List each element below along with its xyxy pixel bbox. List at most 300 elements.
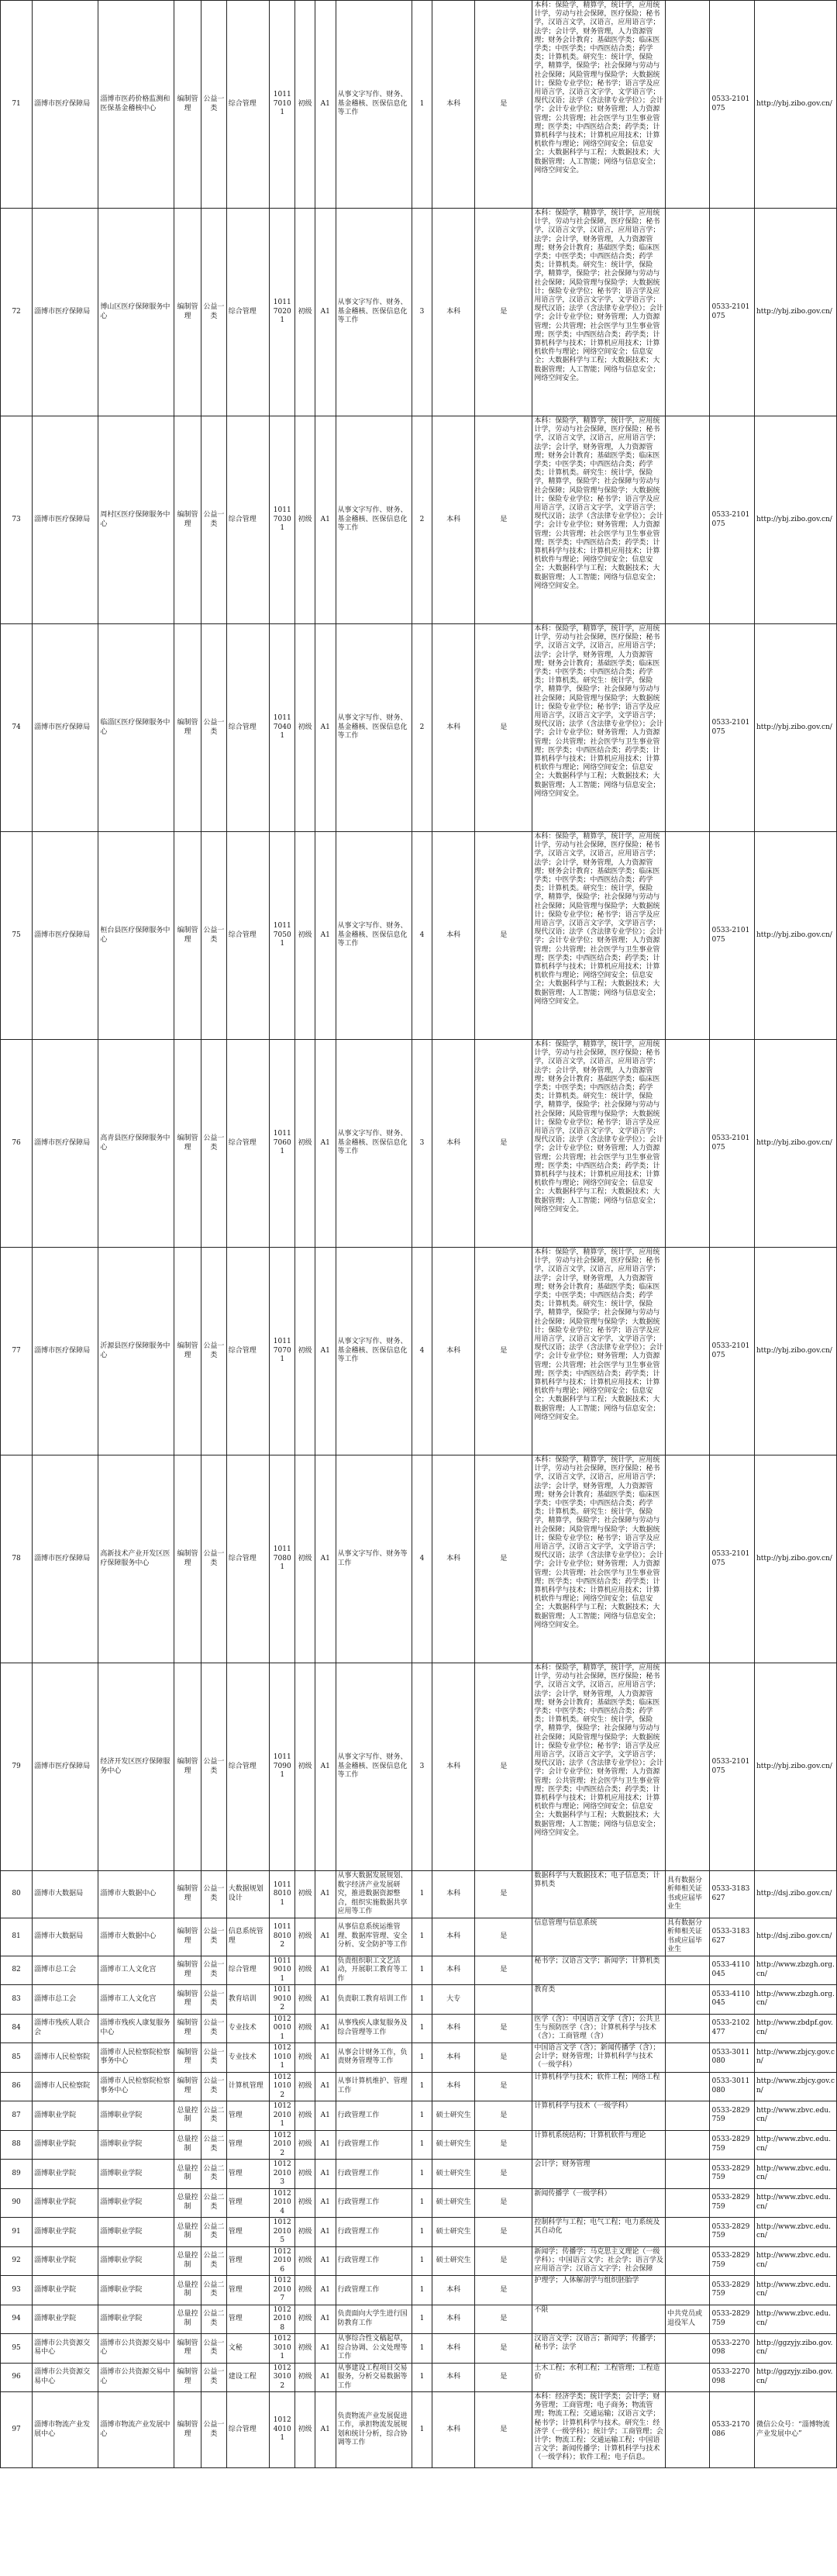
- post-name-cell: 管理: [226, 2246, 269, 2276]
- hire-count-cell: 1: [412, 2305, 432, 2334]
- other-conditions-cell: [665, 2188, 710, 2218]
- degree-required-cell: 是: [475, 2305, 532, 2334]
- contact-phone-cell: 0533-2829759: [710, 2130, 755, 2160]
- post-level-cell: 初级: [295, 2334, 315, 2364]
- website-cell: http://www.zbjcy.gov.cn/: [755, 2043, 837, 2073]
- post-code-cell: 101180102: [270, 1918, 295, 1956]
- post-code-cell: 101220103: [270, 2160, 295, 2189]
- post-level-cell: 初级: [295, 2014, 315, 2043]
- unit-type-cell: 公益二类: [201, 2188, 226, 2218]
- post-name-cell: 管理: [226, 2305, 269, 2334]
- degree-required-cell: 是: [475, 1918, 532, 1956]
- table-row: [1, 416, 837, 624]
- unit-type-cell: 公益一类: [201, 1, 226, 209]
- contact-phone-cell: 0533-4110045: [710, 1985, 755, 2015]
- post-code-cell: 101170601: [270, 1040, 295, 1248]
- post-name-cell: 管理: [226, 2218, 269, 2247]
- other-conditions-cell: [665, 1040, 710, 1248]
- post-duties-cell: 负责职工教育培训工作: [336, 1985, 412, 2015]
- hire-count-cell: 1: [412, 1, 432, 209]
- hire-count-cell: 3: [412, 1663, 432, 1871]
- exam-category-cell: A1: [315, 2363, 336, 2392]
- post-duties-cell: 从事会计财务工作，负责财务管理等工作: [336, 2043, 412, 2073]
- exam-category-cell: A1: [315, 416, 336, 624]
- employer-unit-cell: 淄博职业学院: [98, 2218, 174, 2247]
- employer-unit-cell: 淄博市大数据中心: [98, 1918, 174, 1956]
- major-requirements-cell: 本科：经济学类；统计学类；会计学；财务管理；工商管理；电子商务；物流管理；物流工程；交通运输；汉语言文学；秘书学；计算机科学与技术。研究生：经济学（一级学科）；统计学；工商管理；会计学；物流工程；交通运输工程；中国语言文学；新闻传播学；计算机科学与技术（一级学科）；软件工程；电子信息。: [532, 2392, 666, 2468]
- major-requirements-cell: 新闻传播学（一级学科）: [532, 2188, 666, 2218]
- department-cell: 淄博职业学院: [33, 2276, 98, 2305]
- education-cell: 本科: [432, 1, 474, 209]
- unit-type-cell: 公益一类: [201, 2014, 226, 2043]
- unit-type-cell: 公益一类: [201, 624, 226, 832]
- post-level-cell: 初级: [295, 1040, 315, 1248]
- unit-type-cell: 公益一类: [201, 209, 226, 416]
- row-number-cell: 83: [1, 1985, 33, 2015]
- hire-count-cell: 1: [412, 2072, 432, 2101]
- post-duties-cell: 从事计算机维护、管理工作: [336, 2072, 412, 2101]
- table-row: [1, 1248, 837, 1455]
- unit-type-cell: 公益一类: [201, 1956, 226, 1985]
- post-code-cell: 101200101: [270, 2014, 295, 2043]
- education-cell: 本科: [432, 1040, 474, 1248]
- employer-unit-cell: 淄博职业学院: [98, 2130, 174, 2160]
- table-row: [1, 1663, 837, 1871]
- degree-required-cell: 是: [475, 2101, 532, 2131]
- staffing-type-cell: 编制管理: [174, 2014, 201, 2043]
- table-row: [1, 1455, 837, 1663]
- unit-type-cell: 公益一类: [201, 1040, 226, 1248]
- post-level-cell: 初级: [295, 624, 315, 832]
- education-cell: 硕士研究生: [432, 2160, 474, 2189]
- table-row: [1, 2072, 837, 2101]
- table-row: [1, 2218, 837, 2247]
- contact-phone-cell: 0533-2829759: [710, 2101, 755, 2131]
- major-requirements-cell: 不限: [532, 2305, 666, 2334]
- other-conditions-cell: [665, 2101, 710, 2131]
- post-level-cell: 初级: [295, 2188, 315, 2218]
- post-duties-cell: 负责物流产业发展促进工作，承担物流发展规划和统计分析，综合协调等工作: [336, 2392, 412, 2468]
- education-cell: 硕士研究生: [432, 2101, 474, 2131]
- post-duties-cell: 行政管理工作: [336, 2218, 412, 2247]
- exam-category-cell: A1: [315, 1985, 336, 2015]
- staffing-type-cell: 编制管理: [174, 624, 201, 832]
- unit-type-cell: 公益二类: [201, 2246, 226, 2276]
- education-cell: 硕士研究生: [432, 2130, 474, 2160]
- other-conditions-cell: [665, 1985, 710, 2015]
- row-number-cell: 81: [1, 1918, 33, 1956]
- degree-required-cell: 是: [475, 2363, 532, 2392]
- staffing-type-cell: 编制管理: [174, 1918, 201, 1956]
- table-row: [1, 1918, 837, 1956]
- website-cell: http://ggzyjy.zibo.gov.cn/: [755, 2334, 837, 2364]
- contact-phone-cell: 0533-2101075: [710, 832, 755, 1040]
- department-cell: 淄博市医疗保障局: [33, 624, 98, 832]
- education-cell: 本科: [432, 2072, 474, 2101]
- website-cell: http://www.zbdpf.gov.cn/: [755, 2014, 837, 2043]
- exam-category-cell: A1: [315, 1040, 336, 1248]
- major-requirements-cell: 信息管理与信息系统: [532, 1918, 666, 1956]
- hire-count-cell: 1: [412, 1985, 432, 2015]
- contact-phone-cell: 0533-2270098: [710, 2334, 755, 2364]
- contact-phone-cell: 0533-2270098: [710, 2363, 755, 2392]
- post-code-cell: 101220107: [270, 2276, 295, 2305]
- table-row: [1, 2276, 837, 2305]
- department-cell: 淄博市医疗保障局: [33, 832, 98, 1040]
- degree-required-cell: 是: [475, 2130, 532, 2160]
- post-code-cell: 101220102: [270, 2130, 295, 2160]
- degree-required-cell: 是: [475, 1455, 532, 1663]
- other-conditions-cell: 具有数据分析师相关证书或应届毕业生: [665, 1871, 710, 1918]
- education-cell: 本科: [432, 1956, 474, 1985]
- contact-phone-cell: 0533-2101075: [710, 1040, 755, 1248]
- education-cell: 本科: [432, 2305, 474, 2334]
- contact-phone-cell: 0533-2101075: [710, 1, 755, 209]
- website-cell: http://ybj.zibo.gov.cn/: [755, 1663, 837, 1871]
- exam-category-cell: A1: [315, 2392, 336, 2468]
- contact-phone-cell: 0533-4110045: [710, 1956, 755, 1985]
- post-name-cell: 大数据规划设计: [226, 1871, 269, 1918]
- website-cell: http://ybj.zibo.gov.cn/: [755, 1040, 837, 1248]
- exam-category-cell: A1: [315, 2160, 336, 2189]
- post-name-cell: 专业技术: [226, 2014, 269, 2043]
- employer-unit-cell: 淄博职业学院: [98, 2276, 174, 2305]
- department-cell: 淄博市医疗保障局: [33, 416, 98, 624]
- table-row: [1, 2363, 837, 2392]
- post-name-cell: 管理: [226, 2130, 269, 2160]
- post-name-cell: 管理: [226, 2101, 269, 2131]
- hire-count-cell: 1: [412, 1871, 432, 1918]
- contact-phone-cell: 0533-2101075: [710, 1663, 755, 1871]
- row-number-cell: 88: [1, 2130, 33, 2160]
- post-level-cell: 初级: [295, 2043, 315, 2073]
- hire-count-cell: 1: [412, 2160, 432, 2189]
- row-number-cell: 79: [1, 1663, 33, 1871]
- major-requirements-cell: 本科：保险学，精算学，统计学，应用统计学，劳动与社会保障，医疗保险；秘书学，汉语言文学，汉语言，应用语言学；法学；会计学，财务管理，人力资源管理；财务会计教育；基础医学类；临床医学类；中医学类；中西医结合类；药学类；计算机类。研究生：统计学，保险学，精算学，保险学；社会保障与劳动与社会保障；风险管理与保险学；大数据统计；保险专业学位；秘书学；语言学及应用语言学，汉语言文字学，文学语言学；现代汉语；法学（含法律专业学位）；会计学；会计专业学位；财务管理；人力资源管理；公共管理；社会医学与卫生事业管理；医学类；中西医结合类；药学类；计算机科学与技术；计算机应用技术；计算机软件与理论；网络空间安全；信息安全；大数据科学与工程；大数据技术；大数据管理；人工智能；网络与信息安全；网络空间安全。: [532, 1455, 666, 1663]
- employer-unit-cell: 淄博市公共资源交易中心: [98, 2334, 174, 2364]
- employer-unit-cell: 淄博市大数据中心: [98, 1871, 174, 1918]
- post-level-cell: 初级: [295, 2276, 315, 2305]
- contact-phone-cell: 0533-3183627: [710, 1918, 755, 1956]
- website-cell: http://www.zbvc.edu.cn/: [755, 2305, 837, 2334]
- post-name-cell: 教育培训: [226, 1985, 269, 2015]
- exam-category-cell: A1: [315, 2218, 336, 2247]
- post-duties-cell: 从事文字写作、财务、基金稽核、医保信息化等工作: [336, 1663, 412, 1871]
- employer-unit-cell: 高青县医疗保障服务中心: [98, 1040, 174, 1248]
- post-name-cell: 综合管理: [226, 624, 269, 832]
- post-name-cell: 综合管理: [226, 1040, 269, 1248]
- post-code-cell: 101170401: [270, 624, 295, 832]
- hire-count-cell: 1: [412, 2276, 432, 2305]
- row-number-cell: 73: [1, 416, 33, 624]
- major-requirements-cell: 本科：保险学，精算学，统计学，应用统计学，劳动与社会保障，医疗保险；秘书学，汉语言文学，汉语言，应用语言学；法学；会计学，财务管理，人力资源管理；财务会计教育；基础医学类；临床医学类；中医学类；中西医结合类；药学类；计算机类。研究生：统计学，保险学，精算学，保险学；社会保障与劳动与社会保障；风险管理与保险学；大数据统计；保险专业学位；秘书学；语言学及应用语言学，汉语言文字学，文学语言学；现代汉语；法学（含法律专业学位）；会计学；会计专业学位；财务管理；人力资源管理；公共管理；社会医学与卫生事业管理；医学类；中西医结合类；药学类；计算机科学与技术；计算机应用技术；计算机软件与理论；网络空间安全；信息安全；大数据科学与工程；大数据技术；大数据管理；人工智能；网络与信息安全；网络空间安全。: [532, 1663, 666, 1871]
- department-cell: 淄博市大数据局: [33, 1871, 98, 1918]
- major-requirements-cell: 土木工程；水利工程；工程管理；工程造价: [532, 2363, 666, 2392]
- unit-type-cell: 公益二类: [201, 2160, 226, 2189]
- employer-unit-cell: 博山区医疗保障服务中心: [98, 209, 174, 416]
- post-level-cell: 初级: [295, 1985, 315, 2015]
- degree-required-cell: 是: [475, 1663, 532, 1871]
- other-conditions-cell: [665, 1663, 710, 1871]
- row-number-cell: 92: [1, 2246, 33, 2276]
- exam-category-cell: A1: [315, 2305, 336, 2334]
- hire-count-cell: 1: [412, 2130, 432, 2160]
- major-requirements-cell: 控制科学与工程；电气工程；电力系统及其自动化: [532, 2218, 666, 2247]
- post-duties-cell: 从事文字写作、财务、基金稽核、医保信息化等工作: [336, 1040, 412, 1248]
- contact-phone-cell: 0533-2101075: [710, 624, 755, 832]
- staffing-type-cell: 编制管理: [174, 2072, 201, 2101]
- staffing-type-cell: 总量控制: [174, 2218, 201, 2247]
- degree-required-cell: 是: [475, 2043, 532, 2073]
- website-cell: http://www.zbvc.edu.cn/: [755, 2160, 837, 2189]
- post-code-cell: 101190102: [270, 1985, 295, 2015]
- contact-phone-cell: 0533-2101075: [710, 1455, 755, 1663]
- post-code-cell: 101230101: [270, 2334, 295, 2364]
- staffing-type-cell: 总量控制: [174, 2276, 201, 2305]
- department-cell: 淄博市医疗保障局: [33, 1455, 98, 1663]
- row-number-cell: 80: [1, 1871, 33, 1918]
- hire-count-cell: 1: [412, 2392, 432, 2468]
- employer-unit-cell: 周村区医疗保障服务中心: [98, 416, 174, 624]
- staffing-type-cell: 总量控制: [174, 2160, 201, 2189]
- department-cell: 淄博职业学院: [33, 2246, 98, 2276]
- post-code-cell: 101180101: [270, 1871, 295, 1918]
- row-number-cell: 95: [1, 2334, 33, 2364]
- major-requirements-cell: 本科：保险学，精算学，统计学，应用统计学，劳动与社会保障，医疗保险；秘书学，汉语言文学，汉语言，应用语言学；法学；会计学，财务管理，人力资源管理；财务会计教育；基础医学类；临床医学类；中医学类；中西医结合类；药学类；计算机类。研究生：统计学，保险学，精算学，保险学；社会保障与劳动与社会保障；风险管理与保险学；大数据统计；保险专业学位；秘书学；语言学及应用语言学，汉语言文字学，文学语言学；现代汉语；法学（含法律专业学位）；会计学；会计专业学位；财务管理；人力资源管理；公共管理；社会医学与卫生事业管理；医学类；中西医结合类；药学类；计算机科学与技术；计算机应用技术；计算机软件与理论；网络空间安全；信息安全；大数据科学与工程；大数据技术；大数据管理；人工智能；网络与信息安全；网络空间安全。: [532, 1, 666, 209]
- unit-type-cell: 公益二类: [201, 2101, 226, 2131]
- post-level-cell: 初级: [295, 2218, 315, 2247]
- post-level-cell: 初级: [295, 2392, 315, 2468]
- table-row: [1, 1040, 837, 1248]
- staffing-type-cell: 编制管理: [174, 1871, 201, 1918]
- major-requirements-cell: 本科：保险学，精算学，统计学，应用统计学，劳动与社会保障，医疗保险；秘书学，汉语言文学，汉语言，应用语言学；法学；会计学，财务管理，人力资源管理；财务会计教育；基础医学类；临床医学类；中医学类；中西医结合类；药学类；计算机类。研究生：统计学，保险学，精算学，保险学；社会保障与劳动与社会保障；风险管理与保险学；大数据统计；保险专业学位；秘书学；语言学及应用语言学，汉语言文字学，文学语言学；现代汉语；法学（含法律专业学位）；会计学；会计专业学位；财务管理；人力资源管理；公共管理；社会医学与卫生事业管理；医学类；中西医结合类；药学类；计算机科学与技术；计算机应用技术；计算机软件与理论；网络空间安全；信息安全；大数据科学与工程；大数据技术；大数据管理；人工智能；网络与信息安全；网络空间安全。: [532, 624, 666, 832]
- table-row: [1, 2160, 837, 2189]
- other-conditions-cell: [665, 2363, 710, 2392]
- post-level-cell: 初级: [295, 1663, 315, 1871]
- hire-count-cell: 2: [412, 624, 432, 832]
- education-cell: 本科: [432, 209, 474, 416]
- staffing-type-cell: 编制管理: [174, 2392, 201, 2468]
- other-conditions-cell: [665, 2218, 710, 2247]
- website-cell: http://dsj.zibo.gov.cn/: [755, 1871, 837, 1918]
- table-row: [1, 2334, 837, 2364]
- employer-unit-cell: 淄博职业学院: [98, 2246, 174, 2276]
- degree-required-cell: 是: [475, 2276, 532, 2305]
- website-cell: http://www.zbzgh.org.cn/: [755, 1985, 837, 2015]
- post-code-cell: 101190101: [270, 1956, 295, 1985]
- education-cell: 本科: [432, 2334, 474, 2364]
- exam-category-cell: A1: [315, 832, 336, 1040]
- unit-type-cell: 公益一类: [201, 1985, 226, 2015]
- degree-required-cell: 是: [475, 832, 532, 1040]
- post-duties-cell: 从事文字写作、财务等工作: [336, 1455, 412, 1663]
- post-duties-cell: 行政管理工作: [336, 2276, 412, 2305]
- department-cell: 淄博市总工会: [33, 1956, 98, 1985]
- exam-category-cell: A1: [315, 1248, 336, 1455]
- unit-type-cell: 公益二类: [201, 2130, 226, 2160]
- post-level-cell: 初级: [295, 2101, 315, 2131]
- hire-count-cell: 2: [412, 416, 432, 624]
- education-cell: 本科: [432, 2363, 474, 2392]
- table-row: [1, 832, 837, 1040]
- staffing-type-cell: 编制管理: [174, 1956, 201, 1985]
- post-duties-cell: 从事文字写作、财务、基金稽核、医保信息化等工作: [336, 1, 412, 209]
- staffing-type-cell: 编制管理: [174, 1, 201, 209]
- degree-required-cell: 是: [475, 416, 532, 624]
- website-cell: http://ybj.zibo.gov.cn/: [755, 1, 837, 209]
- department-cell: 淄博职业学院: [33, 2305, 98, 2334]
- post-name-cell: 综合管理: [226, 1455, 269, 1663]
- education-cell: 本科: [432, 2014, 474, 2043]
- major-requirements-cell: 医学（含）：中国语言文学（含）；公共卫生与预防医学（含）；计算机科学与技术（含）；工商管理（含）: [532, 2014, 666, 2043]
- unit-type-cell: 公益一类: [201, 2334, 226, 2364]
- post-duties-cell: 行政管理工作: [336, 2246, 412, 2276]
- major-requirements-cell: 新闻学；传播学；马克思主义理论（一级学科）；中国语言文学；社会学；语言学及应用语言学；汉语言文字学；社会保障: [532, 2246, 666, 2276]
- hire-count-cell: 3: [412, 209, 432, 416]
- other-conditions-cell: [665, 1956, 710, 1985]
- post-name-cell: 管理: [226, 2188, 269, 2218]
- other-conditions-cell: [665, 2334, 710, 2364]
- degree-required-cell: [475, 1985, 532, 2015]
- post-level-cell: 初级: [295, 2130, 315, 2160]
- post-level-cell: 初级: [295, 1871, 315, 1918]
- post-code-cell: 101220106: [270, 2246, 295, 2276]
- major-requirements-cell: 计算机科学与技术；软件工程；网络工程: [532, 2072, 666, 2101]
- post-duties-cell: 从事文字写作、财务、基金稽核、医保信息化等工作: [336, 416, 412, 624]
- exam-category-cell: A1: [315, 1663, 336, 1871]
- post-duties-cell: 从事文字写作、财务、基金稽核、医保信息化等工作: [336, 624, 412, 832]
- contact-phone-cell: 0533-2829759: [710, 2188, 755, 2218]
- unit-type-cell: 公益二类: [201, 2305, 226, 2334]
- major-requirements-cell: 汉语言文学；汉语言；新闻学；传播学；秘书学；法学: [532, 2334, 666, 2364]
- other-conditions-cell: [665, 416, 710, 624]
- post-code-cell: 101170501: [270, 832, 295, 1040]
- post-level-cell: 初级: [295, 1248, 315, 1455]
- exam-category-cell: A1: [315, 624, 336, 832]
- employer-unit-cell: 淄博市残疾人康复服务中心: [98, 2014, 174, 2043]
- post-duties-cell: 行政管理工作: [336, 2101, 412, 2131]
- post-duties-cell: 行政管理工作: [336, 2188, 412, 2218]
- post-duties-cell: 从事文字写作、财务、基金稽核、医保信息化等工作: [336, 832, 412, 1040]
- post-name-cell: 专业技术: [226, 2043, 269, 2073]
- employer-unit-cell: 临淄区医疗保障服务中心: [98, 624, 174, 832]
- hire-count-cell: 1: [412, 2363, 432, 2392]
- post-duties-cell: 从事大数据发展规划、数字经济产业发展研究，推进数据资源整合，组织实施数据共享应用等工作: [336, 1871, 412, 1918]
- staffing-type-cell: 编制管理: [174, 416, 201, 624]
- staffing-type-cell: 编制管理: [174, 2334, 201, 2364]
- exam-category-cell: A1: [315, 2101, 336, 2131]
- row-number-cell: 72: [1, 209, 33, 416]
- table-row: [1, 2043, 837, 2073]
- contact-phone-cell: 0533-3011080: [710, 2072, 755, 2101]
- exam-category-cell: A1: [315, 209, 336, 416]
- department-cell: 淄博市医疗保障局: [33, 1040, 98, 1248]
- hire-count-cell: 4: [412, 1248, 432, 1455]
- row-number-cell: 89: [1, 2160, 33, 2189]
- staffing-type-cell: 编制管理: [174, 1248, 201, 1455]
- degree-required-cell: 是: [475, 1956, 532, 1985]
- website-cell: http://ggzyjy.zibo.gov.cn/: [755, 2363, 837, 2392]
- department-cell: 淄博市总工会: [33, 1985, 98, 2015]
- table-row: [1, 1, 837, 209]
- unit-type-cell: 公益一类: [201, 1871, 226, 1918]
- unit-type-cell: 公益一类: [201, 2363, 226, 2392]
- major-requirements-cell: 计算机系统结构；计算机软件与理论: [532, 2130, 666, 2160]
- other-conditions-cell: [665, 2392, 710, 2468]
- row-number-cell: 76: [1, 1040, 33, 1248]
- exam-category-cell: A1: [315, 1956, 336, 1985]
- website-cell: http://ybj.zibo.gov.cn/: [755, 1248, 837, 1455]
- post-name-cell: 管理: [226, 2160, 269, 2189]
- contact-phone-cell: 0533-2829759: [710, 2276, 755, 2305]
- table-row: [1, 624, 837, 832]
- education-cell: 硕士研究生: [432, 2188, 474, 2218]
- education-cell: 硕士研究生: [432, 2246, 474, 2276]
- contact-phone-cell: 0533-2829759: [710, 2305, 755, 2334]
- post-duties-cell: 行政管理工作: [336, 2160, 412, 2189]
- department-cell: 淄博职业学院: [33, 2188, 98, 2218]
- major-requirements-cell: 本科：保险学，精算学，统计学，应用统计学，劳动与社会保障，医疗保险；秘书学，汉语言文学，汉语言，应用语言学；法学；会计学，财务管理，人力资源管理；财务会计教育；基础医学类；临床医学类；中医学类；中西医结合类；药学类；计算机类。研究生：统计学，保险学，精算学，保险学；社会保障与劳动与社会保障；风险管理与保险学；大数据统计；保险专业学位；秘书学；语言学及应用语言学，汉语言文字学，文学语言学；现代汉语；法学（含法律专业学位）；会计学；会计专业学位；财务管理；人力资源管理；公共管理；社会医学与卫生事业管理；医学类；中西医结合类；药学类；计算机科学与技术；计算机应用技术；计算机软件与理论；网络空间安全；信息安全；大数据科学与工程；大数据技术；大数据管理；人工智能；网络与信息安全；网络空间安全。: [532, 1248, 666, 1455]
- employer-unit-cell: 淄博市人民检察院检察事务中心: [98, 2043, 174, 2073]
- other-conditions-cell: [665, 2160, 710, 2189]
- other-conditions-cell: [665, 2072, 710, 2101]
- contact-phone-cell: 0533-2829759: [710, 2160, 755, 2189]
- staffing-type-cell: 编制管理: [174, 1663, 201, 1871]
- unit-type-cell: 公益一类: [201, 832, 226, 1040]
- major-requirements-cell: 会计学；财务管理: [532, 2160, 666, 2189]
- education-cell: 本科: [432, 832, 474, 1040]
- post-code-cell: 101220108: [270, 2305, 295, 2334]
- website-cell: 微信公众号：“淄博物流产业发展中心”: [755, 2392, 837, 2468]
- contact-phone-cell: 0533-2829759: [710, 2218, 755, 2247]
- other-conditions-cell: [665, 2130, 710, 2160]
- other-conditions-cell: [665, 2043, 710, 2073]
- degree-required-cell: 是: [475, 1248, 532, 1455]
- post-code-cell: 101170801: [270, 1455, 295, 1663]
- post-name-cell: 计算机管理: [226, 2072, 269, 2101]
- website-cell: http://www.zbvc.edu.cn/: [755, 2130, 837, 2160]
- education-cell: 本科: [432, 1918, 474, 1956]
- staffing-type-cell: 总量控制: [174, 2130, 201, 2160]
- post-code-cell: 101170701: [270, 1248, 295, 1455]
- staffing-type-cell: 总量控制: [174, 2246, 201, 2276]
- employer-unit-cell: 高新技术产业开发区医疗保障服务中心: [98, 1455, 174, 1663]
- post-duties-cell: 从事综合性文稿起草，综合协调、公文处理等工作: [336, 2334, 412, 2364]
- website-cell: http://ybj.zibo.gov.cn/: [755, 209, 837, 416]
- post-name-cell: 信息系统管理: [226, 1918, 269, 1956]
- post-code-cell: 101220101: [270, 2101, 295, 2131]
- employer-unit-cell: 淄博职业学院: [98, 2101, 174, 2131]
- row-number-cell: 87: [1, 2101, 33, 2131]
- education-cell: 大专: [432, 1985, 474, 2015]
- degree-required-cell: 是: [475, 2218, 532, 2247]
- row-number-cell: 75: [1, 832, 33, 1040]
- hire-count-cell: 1: [412, 2188, 432, 2218]
- degree-required-cell: 是: [475, 1040, 532, 1248]
- exam-category-cell: A1: [315, 2014, 336, 2043]
- row-number-cell: 77: [1, 1248, 33, 1455]
- employer-unit-cell: 淄博市医药价格监测和医保基金稽核中心: [98, 1, 174, 209]
- major-requirements-cell: 本科：保险学，精算学，统计学，应用统计学，劳动与社会保障，医疗保险；秘书学，汉语言文学，汉语言，应用语言学；法学；会计学，财务管理，人力资源管理；财务会计教育；基础医学类；临床医学类；中医学类；中西医结合类；药学类；计算机类。研究生：统计学，保险学，精算学，保险学；社会保障与劳动与社会保障；风险管理与保险学；大数据统计；保险专业学位；秘书学；语言学及应用语言学，汉语言文字学，文学语言学；现代汉语；法学（含法律专业学位）；会计学；会计专业学位；财务管理；人力资源管理；公共管理；社会医学与卫生事业管理；医学类；中西医结合类；药学类；计算机科学与技术；计算机应用技术；计算机软件与理论；网络空间安全；信息安全；大数据科学与工程；大数据技术；大数据管理；人工智能；网络与信息安全；网络空间安全。: [532, 832, 666, 1040]
- row-number-cell: 97: [1, 2392, 33, 2468]
- major-requirements-cell: 中国语言文学（含）；新闻传播学（含）；会计学；财务管理；计算机科学与技术（一级学科）: [532, 2043, 666, 2073]
- website-cell: http://www.zbvc.edu.cn/: [755, 2101, 837, 2131]
- table-row: [1, 209, 837, 416]
- post-level-cell: 初级: [295, 1956, 315, 1985]
- row-number-cell: 94: [1, 2305, 33, 2334]
- other-conditions-cell: [665, 1455, 710, 1663]
- department-cell: 淄博市医疗保障局: [33, 1, 98, 209]
